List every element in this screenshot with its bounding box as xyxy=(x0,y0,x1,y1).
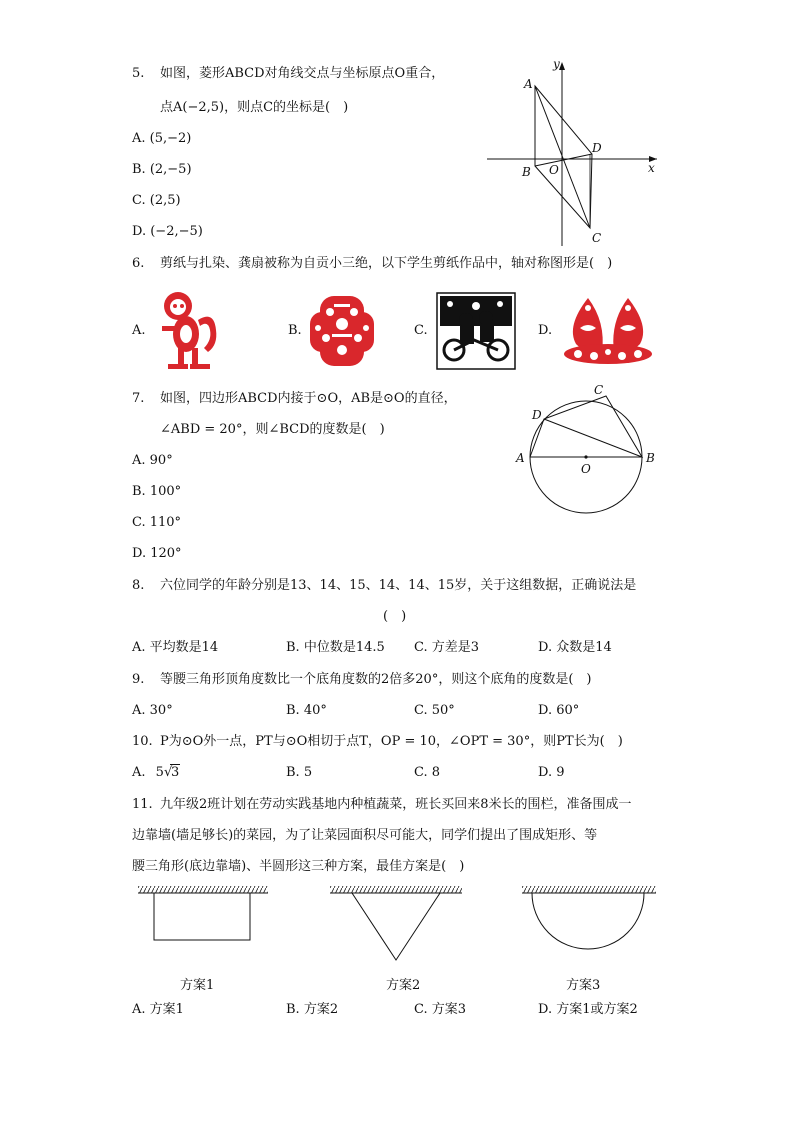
wall-2 xyxy=(330,886,462,893)
q5-option-b[interactable]: B. (2,−5) xyxy=(132,162,192,177)
q11-option-b[interactable]: B. 方案2 xyxy=(286,1002,339,1017)
q7-option-c[interactable]: C. 110° xyxy=(132,515,182,530)
q7-stem-line1: 如图，四边形ABCD内接于⊙O，AB是⊙O的直径， xyxy=(160,391,457,406)
label-x: x xyxy=(648,161,655,175)
cyclists-papercut-icon[interactable] xyxy=(436,292,516,370)
q7-option-a[interactable]: A. 90° xyxy=(132,453,173,468)
q6-option-a-letter[interactable]: A. xyxy=(132,323,146,338)
q8-stem-line1: 六位同学的年龄分别是13、14、15、14、14、15岁，关于这组数据，正确说法是 xyxy=(160,578,637,593)
q10-option-a-coefficient: 5 xyxy=(155,765,164,780)
wall-1 xyxy=(138,886,268,893)
q5-stem-line1: 如图，菱形ABCD对角线交点与坐标原点O重合， xyxy=(160,66,445,81)
q11-option-a[interactable]: A. 方案1 xyxy=(132,1002,184,1017)
q6-stem: 剪纸与扎染、龚扇被称为自贡小三绝，以下学生剪纸作品中，轴对称图形是( ) xyxy=(160,256,613,271)
q8-number: 8. xyxy=(132,578,145,593)
q8-stem-line2: ( ) xyxy=(383,609,407,624)
label-y: y xyxy=(553,57,560,71)
q8-option-a[interactable]: A. 平均数是14 xyxy=(132,640,219,655)
q11-caption-plan2: 方案2 xyxy=(386,978,421,993)
q10-number: 10. xyxy=(132,734,153,749)
q9-number: 9. xyxy=(132,672,145,687)
label-d: D xyxy=(532,408,542,422)
q5-number: 5. xyxy=(132,66,145,81)
label-b: B xyxy=(646,451,655,465)
q9-option-c[interactable]: C. 50° xyxy=(414,703,455,718)
label-o: O xyxy=(549,163,559,177)
quadrilateral-abcd xyxy=(530,396,642,457)
q7-option-d[interactable]: D. 120° xyxy=(132,546,182,561)
q9-stem: 等腰三角形顶角度数比一个底角度数的2倍多20°，则这个底角的度数是( ) xyxy=(160,672,592,687)
label-b: B xyxy=(522,165,531,179)
sqrt-icon: √ xyxy=(163,765,173,780)
q5-stem-line2: 点A(−2,5)，则点C的坐标是( ) xyxy=(160,100,349,115)
q11-number: 11. xyxy=(132,797,153,812)
q11-stem-line1: 九年级2班计划在劳动实践基地内种植蔬菜，班长买回来8米长的围栏，准备围成一 xyxy=(160,797,632,812)
label-d: D xyxy=(592,141,602,155)
q10-option-b[interactable]: B. 5 xyxy=(286,765,313,780)
q11-stem-line2: 边靠墙(墙足够长)的菜园，为了让菜园面积尽可能大，同学们提出了围成矩形、等 xyxy=(132,828,598,843)
q5-option-a[interactable]: A. (5,−2) xyxy=(132,131,192,146)
diagonal-bd xyxy=(535,154,592,166)
q11-caption-plan3: 方案3 xyxy=(566,978,601,993)
q11-plans-figure xyxy=(130,880,670,970)
label-a: A xyxy=(516,451,525,465)
q6-option-c-letter[interactable]: C. xyxy=(414,323,428,338)
q11-option-d[interactable]: D. 方案1或方案2 xyxy=(538,1002,638,1017)
q10-option-d[interactable]: D. 9 xyxy=(538,765,565,780)
q7-stem-line2: ∠ABD = 20°，则∠BCD的度数是( ) xyxy=(160,422,385,437)
triangle-fence xyxy=(352,893,440,960)
q11-stem-line3: 腰三角形(底边靠墙)、半圆形这三种方案，最佳方案是( ) xyxy=(132,859,465,874)
monkey-papercut-icon[interactable] xyxy=(154,290,224,372)
q5-option-d[interactable]: D. (−2,−5) xyxy=(132,224,203,239)
floral-papercut-icon[interactable] xyxy=(306,290,378,370)
q10-option-c[interactable]: C. 8 xyxy=(414,765,441,780)
semicircle-fence xyxy=(532,893,644,949)
label-o: O xyxy=(581,462,591,476)
q10-option-a-radicand: 3 xyxy=(170,765,180,780)
q6-option-d-letter[interactable]: D. xyxy=(538,323,553,338)
q5-option-c[interactable]: C. (2,5) xyxy=(132,193,181,208)
q7-option-b[interactable]: B. 100° xyxy=(132,484,182,499)
q9-option-b[interactable]: B. 40° xyxy=(286,703,327,718)
q9-option-a[interactable]: A. 30° xyxy=(132,703,173,718)
twin-fish-papercut-icon[interactable] xyxy=(558,292,658,368)
q7-circle-figure xyxy=(510,382,665,514)
label-c: C xyxy=(594,383,604,397)
rectangle-fence xyxy=(154,893,250,940)
q8-option-c[interactable]: C. 方差是3 xyxy=(414,640,480,655)
q8-option-d[interactable]: D. 众数是14 xyxy=(538,640,612,655)
q11-option-c[interactable]: C. 方案3 xyxy=(414,1002,467,1017)
q6-option-b-letter[interactable]: B. xyxy=(288,323,302,338)
q11-caption-plan1: 方案1 xyxy=(180,978,215,993)
y-axis-arrow xyxy=(559,62,565,70)
q5-rhombus-figure xyxy=(482,56,662,252)
q10-stem: P为⊙O外一点，PT与⊙O相切于点T，OP = 10，∠OPT = 30°，则PT长为( ) xyxy=(160,734,623,749)
q10-option-a-letter: A. xyxy=(132,765,146,780)
wall-3 xyxy=(522,886,656,893)
q10-option-a[interactable] xyxy=(132,765,180,781)
q7-number: 7. xyxy=(132,391,145,406)
q6-number: 6. xyxy=(132,256,145,271)
q9-option-d[interactable]: D. 60° xyxy=(538,703,580,718)
label-c: C xyxy=(592,231,602,245)
q8-option-b[interactable]: B. 中位数是14.5 xyxy=(286,640,385,655)
label-a: A xyxy=(524,77,533,91)
